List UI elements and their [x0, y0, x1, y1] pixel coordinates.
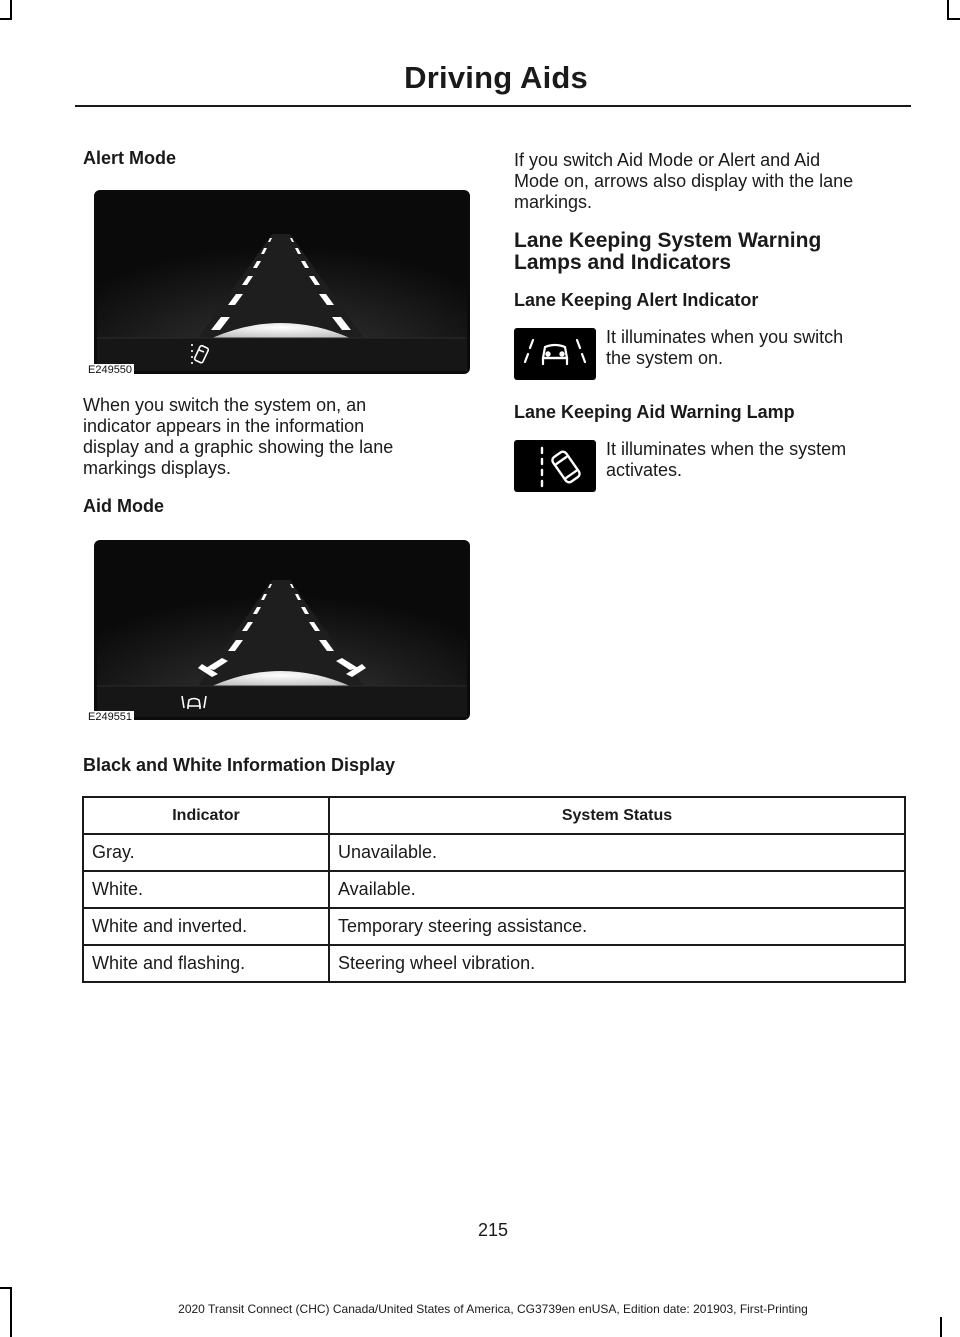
- alert-mode-heading: Alert Mode: [83, 148, 177, 168]
- paragraph-line: the system on.: [606, 348, 724, 368]
- paragraph-line: It illuminates when the system: [606, 439, 847, 459]
- paragraph-line: indicator appears in the information: [83, 416, 365, 436]
- table-cell: White.: [83, 871, 329, 908]
- table-header-row: [83, 797, 905, 834]
- paragraph-line: display and a graphic showing the lane: [83, 437, 394, 457]
- table-cell: White and inverted.: [83, 908, 329, 945]
- aid-mode-figure: [88, 540, 470, 723]
- page-title: Driving Aids: [404, 60, 588, 95]
- paragraph-line: markings.: [514, 192, 593, 212]
- table-cell: White and flashing.: [83, 945, 329, 982]
- table-cell: Unavailable.: [329, 834, 905, 871]
- heading-line: Lamps and Indicators: [514, 251, 732, 274]
- title-divider: [75, 105, 911, 107]
- table-cell: Temporary steering assistance.: [329, 908, 905, 945]
- crop-mark: [10, 0, 12, 18]
- table-title: Black and White Information Display: [83, 755, 396, 775]
- paragraph-line: Mode on, arrows also display with the lane: [514, 171, 854, 191]
- crop-mark: [0, 1287, 12, 1289]
- figure-code: E249550: [88, 364, 133, 376]
- lane-keeping-aid-description: [606, 439, 846, 481]
- aid-mode-heading: Aid Mode: [83, 496, 164, 516]
- crop-mark: [947, 18, 960, 20]
- paragraph-line: When you switch the system on, an: [83, 395, 367, 415]
- column-header-system-status: System Status: [329, 797, 905, 834]
- lane-keeping-aid-lamp: [514, 440, 596, 492]
- lane-keeping-aid-heading: Lane Keeping Aid Warning Lamp: [514, 402, 795, 422]
- paragraph-line: markings displays.: [83, 458, 232, 478]
- paragraph-line: It illuminates when you switch: [606, 327, 844, 347]
- column-header-indicator: Indicator: [83, 797, 329, 834]
- alert-mode-display-image: [94, 190, 470, 374]
- lane-keeping-aid-icon: [514, 440, 596, 492]
- figure-code: E249551: [88, 711, 133, 723]
- crop-mark: [947, 0, 949, 18]
- table-row: [83, 945, 905, 982]
- paragraph-line: activates.: [606, 460, 683, 480]
- table-row: [83, 834, 905, 871]
- aid-mode-display-image: [94, 540, 470, 720]
- aid-mode-intro-paragraph: [514, 150, 853, 213]
- paragraph-line: If you switch Aid Mode or Alert and Aid: [514, 150, 821, 170]
- section-heading: [514, 230, 821, 274]
- table-cell: Steering wheel vibration.: [329, 945, 905, 982]
- lane-keeping-alert-lamp: [514, 328, 596, 380]
- heading-line: Lane Keeping System Warning: [514, 229, 822, 252]
- table-row: [83, 871, 905, 908]
- alert-mode-figure: [88, 190, 470, 376]
- footer-edition-text: 2020 Transit Connect (CHC) Canada/United States of America, CG3739en enUSA, Edition date: 201903, First-Printing: [178, 1302, 808, 1316]
- indicator-status-table: [82, 796, 906, 983]
- crop-mark: [940, 1317, 942, 1337]
- lane-keeping-alert-description: [606, 327, 843, 369]
- table-cell: Gray.: [83, 834, 329, 871]
- alert-mode-paragraph: [83, 395, 393, 479]
- table-cell: Available.: [329, 871, 905, 908]
- table-row: [83, 908, 905, 945]
- lane-keeping-alert-icon: [514, 328, 596, 380]
- lane-keeping-alert-heading: Lane Keeping Alert Indicator: [514, 290, 759, 310]
- crop-mark: [0, 18, 12, 20]
- page-number: 215: [477, 1220, 509, 1240]
